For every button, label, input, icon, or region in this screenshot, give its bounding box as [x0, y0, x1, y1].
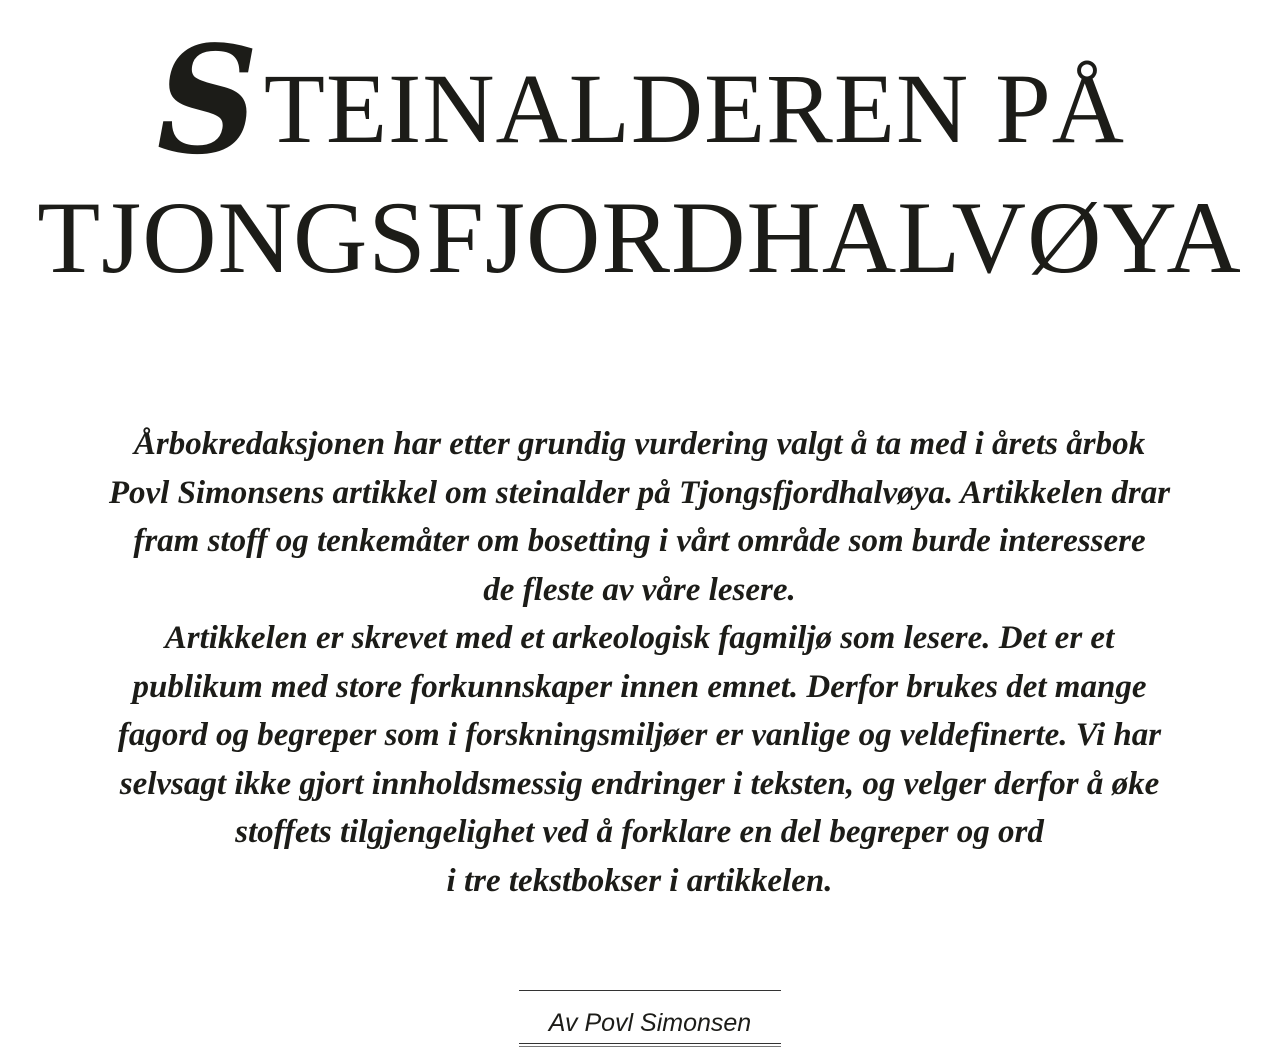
- intro-paragraph-2: [20, 614, 1259, 905]
- intro-line: selvsagt ikke gjort innholdsmessig endringer i teksten, og velger derfor å øke: [119, 765, 1160, 802]
- intro-line: fagord og begreper som i forskningsmiljøer er vanlige og veldefinerte. Vi har: [117, 717, 1162, 753]
- intro-line: fram stoff og tenkemåter om bosetting i vårt område som burde interessere: [133, 523, 1146, 559]
- decorative-initial: S: [156, 13, 260, 187]
- byline-block: [519, 990, 781, 1047]
- intro-line: Povl Simonsens artikkel om steinalder på Tjongsfjordhalvøya. Artikkelen drar: [108, 474, 1171, 511]
- article-title-line-2: TJONGSFJORDHALVØYA: [37, 181, 1242, 295]
- author-byline: Av Povl Simonsen: [548, 1009, 752, 1037]
- article-title-line-1: [0, 13, 1279, 187]
- intro-line: publikum med store forkunnskaper innen emnet. Derfor brukes det mange: [132, 668, 1147, 705]
- title-line-1-text: TEINALDEREN PÅ: [263, 53, 1125, 164]
- intro-line: de fleste av våre lesere.: [483, 571, 796, 608]
- intro-paragraph-1: [20, 420, 1259, 614]
- intro-line: i tre tekstbokser i artikkelen.: [446, 862, 833, 899]
- intro-line: Artikkelen er skrevet med et arkeologisk fagmiljø som lesere. Det er et: [164, 620, 1115, 656]
- byline-bottom-rule-thin: [519, 1046, 781, 1047]
- intro-line: stoffets tilgjengelighet ved å forklare en del begreper og ord: [235, 814, 1044, 850]
- byline-bottom-rule: [519, 1043, 781, 1044]
- intro-line: Årbokredaksjonen har etter grundig vurdering valgt å ta med i årets årbok: [133, 426, 1146, 462]
- editorial-intro: [20, 420, 1259, 905]
